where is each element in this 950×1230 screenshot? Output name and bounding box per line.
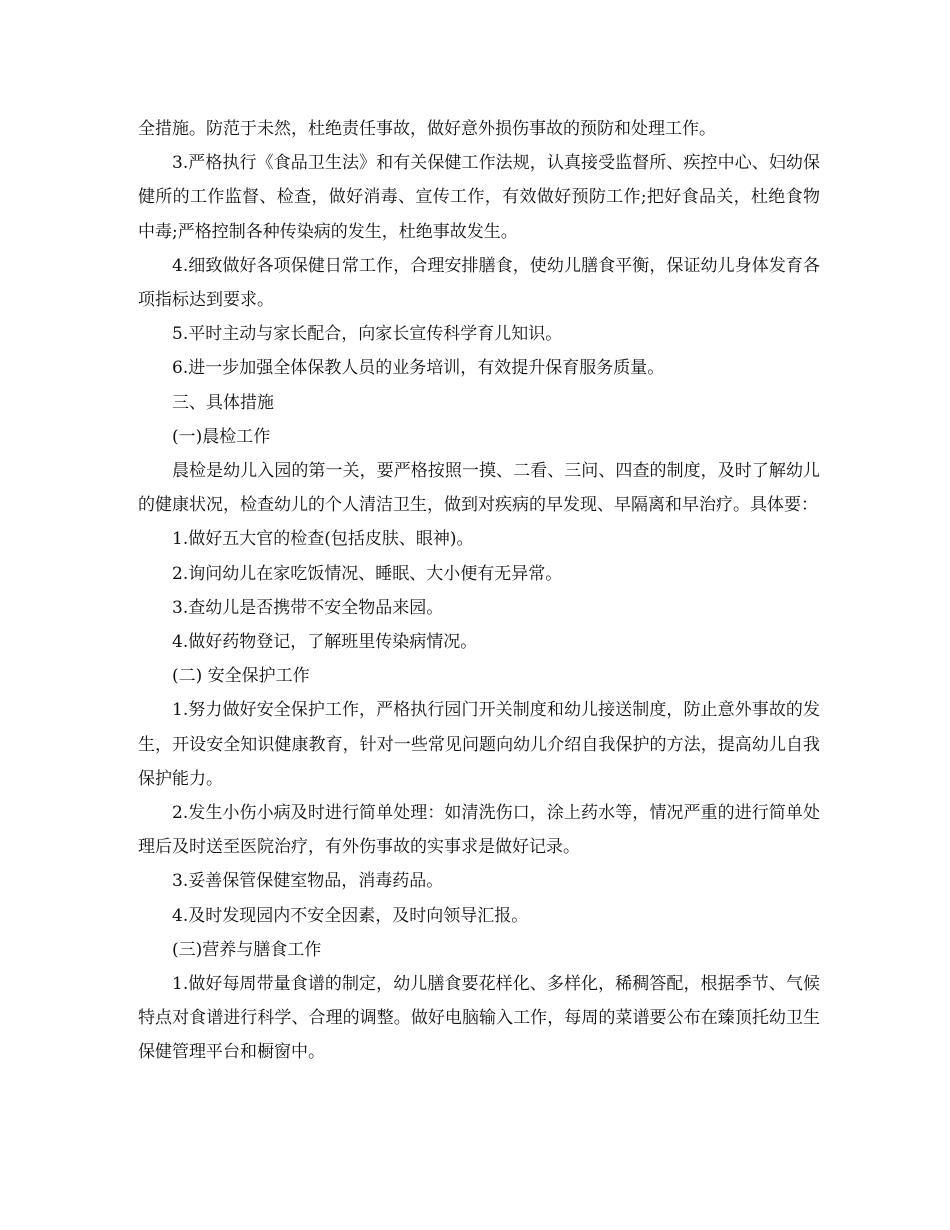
paragraph-safety-3: 3.妥善保管保健室物品，消毒药品。 (172, 871, 444, 892)
list-item-facial-check: 1.做好五大官的检查(包括皮肤、眼神)。 (172, 529, 474, 550)
subheading-safety-protection: (二) 安全保护工作 (172, 666, 310, 687)
paragraph-safety-1: 1.努力做好安全保护工作，严格执行园门开关制度和幼儿接送制度，防止意外事故的发生，开设安全知识健康教育，针对一些常见问题向幼儿介绍自我保护的方法，提高幼儿自我保护能力。 (138, 700, 820, 789)
list-item-unsafe-items: 3.查幼儿是否携带不安全物品来园。 (172, 597, 444, 618)
paragraph-item-6-training: 6.进一步加强全体保教人员的业务培训，有效提升保育服务质量。 (172, 358, 665, 379)
paragraph-item-4-daily-care: 4.细致做好各项保健日常工作，合理安排膳食，使幼儿膳食平衡，保证幼儿身体发育各项指标达到要求。 (138, 255, 820, 311)
list-item-medicine-log: 4.做好药物登记，了解班里传染病情况。 (172, 632, 478, 653)
paragraph-nutrition-1: 1.做好每周带量食谱的制定，幼儿膳食要花样化、多样化，稀稠答配，根据季节、气候特点对食谱进行科学、合理的调整。做好电脑输入工作，每周的菜谱要公布在臻顶托幼卫生保健管理平台和橱窗中。 (138, 974, 820, 1063)
paragraph-safety-2: 2.发生小伤小病及时进行简单处理：如清洗伤口，涂上药水等，情况严重的进行简单处理后及时送至医院治疗，有外伤事故的实事求是做好记录。 (138, 803, 820, 858)
paragraph-safety-4: 4.及时发现园内不安全因素，及时向领导汇报。 (172, 905, 529, 926)
paragraph-item-5-parents: 5.平时主动与家长配合，向家长宣传科学育儿知识。 (172, 324, 563, 345)
paragraph-safety-continued: 全措施。防范于未然，杜绝责任事故，做好意外损伤事故的预防和处理工作。 (138, 119, 716, 139)
subheading-nutrition: (三)营养与膳食工作 (172, 939, 322, 960)
list-item-ask-child: 2.询问幼儿在家吃饭情况、睡眠、大小便有无异常。 (172, 563, 563, 584)
paragraph-morning-check: 晨检是幼儿入园的第一关，要严格按照一摸、二看、三问、四查的制度，及时了解幼儿的健康状况，检查幼儿的个人清洁卫生，做到对疾病的早发现、早隔离和早治疗。具体要： (138, 461, 820, 516)
paragraph-item-3-food-hygiene: 3.严格执行《食品卫生法》和有关保健工作法规，认真接受监督所、疾控中心、妇幼保健所的工作监督、检查，做好消毒、宣传工作，有效做好预防工作;把好食品关，杜绝食物中毒;严格控制各种传染病的发生，杜绝事故发生。 (138, 153, 820, 242)
subheading-morning-check: (一)晨检工作 (172, 426, 271, 447)
section-heading-measures: 三、具体措施 (172, 392, 274, 413)
